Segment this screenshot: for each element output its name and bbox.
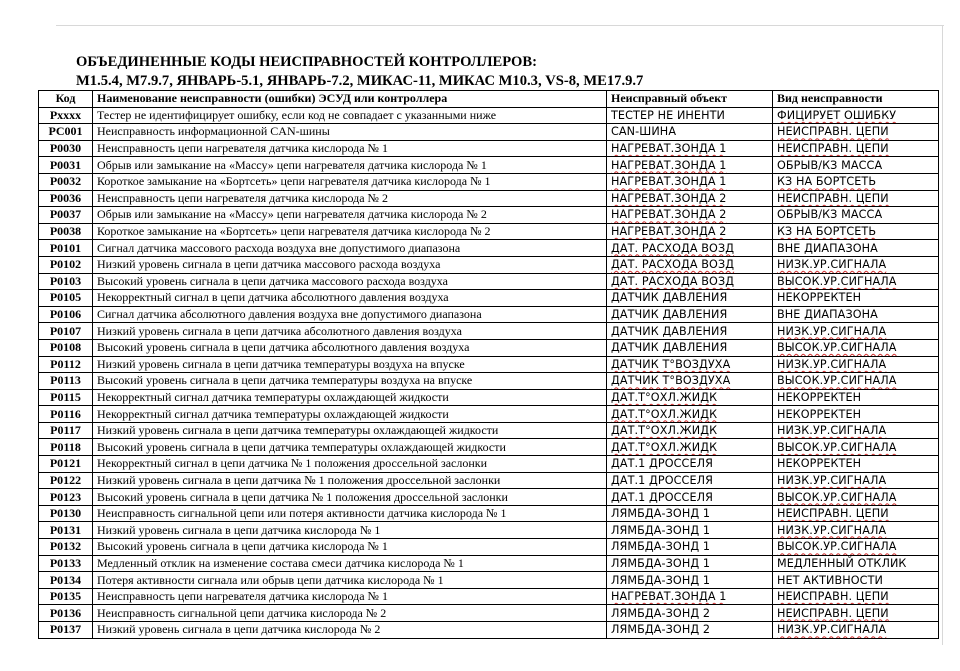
fault-kind-cell: НЕИСПРАВН. ЦЕПИ (773, 605, 939, 622)
code-cell: P0117 (39, 422, 93, 439)
code-cell: P0137 (39, 622, 93, 639)
fault-kind-cell: НЕИСПРАВН. ЦЕПИ (773, 588, 939, 605)
table-row (39, 456, 939, 473)
fault-name-cell: Низкий уровень сигнала в цепи датчика абсолютного давления воздуха (93, 323, 607, 340)
fault-name-cell: Неисправность сигнальной цепи датчика кислорода № 2 (93, 605, 607, 622)
fault-kind-cell: ВЫСОК.УР.СИГНАЛА (773, 539, 939, 556)
fault-kind-cell: НИЗК.УР.СИГНАЛА (773, 472, 939, 489)
table-body (39, 107, 939, 638)
faulty-object-cell: ДАТ.Т°ОХЛ.ЖИДК (607, 422, 773, 439)
code-cell: PC001 (39, 124, 93, 141)
table-row (39, 157, 939, 174)
code-cell: P0123 (39, 489, 93, 506)
fault-name-cell: Короткое замыкание на «Бортсеть» цепи нагревателя датчика кислорода № 1 (93, 173, 607, 190)
fault-name-cell: Высокий уровень сигнала в цепи датчика № 1 положения дроссельной заслонки (93, 489, 607, 506)
faulty-object-cell: ДАТ.1 ДРОССЕЛЯ (607, 456, 773, 473)
table-row (39, 605, 939, 622)
fault-kind-cell: НЕИСПРАВН. ЦЕПИ (773, 190, 939, 207)
code-cell: P0101 (39, 240, 93, 257)
fault-name-cell: Обрыв или замыкание на «Массу» цепи нагревателя датчика кислорода № 2 (93, 207, 607, 224)
code-cell: P0130 (39, 505, 93, 522)
table-row (39, 306, 939, 323)
fault-name-cell: Высокий уровень сигнала в цепи датчика температуры воздуха на впуске (93, 373, 607, 390)
table-row (39, 124, 939, 141)
table-row (39, 290, 939, 307)
fault-name-cell: Обрыв или замыкание на «Массу» цепи нагревателя датчика кислорода № 1 (93, 157, 607, 174)
code-cell: P0131 (39, 522, 93, 539)
sheet-edge-top (56, 25, 944, 26)
table-row (39, 555, 939, 572)
table-row (39, 207, 939, 224)
faulty-object-cell: ЛЯМБДА-ЗОНД 1 (607, 505, 773, 522)
title-line-2: М1.5.4, М7.9.7, ЯНВАРЬ-5.1, ЯНВАРЬ-7.2, МИКАС-11, МИКАС М10.3, VS-8, МЕ17.9.7 (76, 73, 644, 89)
code-cell: P0135 (39, 588, 93, 605)
code-cell: P0031 (39, 157, 93, 174)
faulty-object-cell: ДАТЧИК Т°ВОЗДУХА (607, 356, 773, 373)
faulty-object-cell: ДАТ. РАСХОДА ВОЗД (607, 273, 773, 290)
fault-name-cell: Неисправность сигнальной цепи или потеря активности датчика кислорода № 1 (93, 505, 607, 522)
table-row (39, 439, 939, 456)
table-row (39, 107, 939, 124)
fault-name-cell: Неисправность цепи нагревателя датчика кислорода № 2 (93, 190, 607, 207)
table-row (39, 572, 939, 589)
table-row (39, 472, 939, 489)
fault-kind-cell: МЕДЛЕННЫЙ ОТКЛИК (773, 555, 939, 572)
fault-name-cell: Низкий уровень сигнала в цепи датчика температуры охлаждающей жидкости (93, 422, 607, 439)
code-cell: P0134 (39, 572, 93, 589)
fault-kind-cell: ФИЦИРУЕТ ОШИБКУ (773, 107, 939, 124)
fault-kind-cell: НИЗК.УР.СИГНАЛА (773, 622, 939, 639)
faulty-object-cell: ДАТ. РАСХОДА ВОЗД (607, 240, 773, 257)
header-object: Неисправный объект (607, 91, 773, 108)
fault-kind-cell: НИЗК.УР.СИГНАЛА (773, 256, 939, 273)
code-cell: P0108 (39, 339, 93, 356)
code-cell: P0118 (39, 439, 93, 456)
fault-kind-cell: НЕИСПРАВН. ЦЕПИ (773, 505, 939, 522)
faulty-object-cell: ДАТ.1 ДРОССЕЛЯ (607, 472, 773, 489)
fault-name-cell: Некорректный сигнал в цепи датчика № 1 положения дроссельной заслонки (93, 456, 607, 473)
fault-name-cell: Низкий уровень сигнала в цепи датчика № 1 положения дроссельной заслонки (93, 472, 607, 489)
fault-kind-cell: НЕКОРРЕКТЕН (773, 456, 939, 473)
table-row (39, 422, 939, 439)
fault-name-cell: Высокий уровень сигнала в цепи датчика температуры охлаждающей жидкости (93, 439, 607, 456)
fault-name-cell: Неисправность цепи нагревателя датчика кислорода № 1 (93, 140, 607, 157)
faulty-object-cell: ЛЯМБДА-ЗОНД 2 (607, 605, 773, 622)
table-row (39, 373, 939, 390)
fault-kind-cell: НЕИСПРАВН. ЦЕПИ (773, 140, 939, 157)
title-line-1: ОБЪЕДИНЕННЫЕ КОДЫ НЕИСПРАВНОСТЕЙ КОНТРОЛЛЕРОВ: (76, 54, 537, 70)
fault-name-cell: Медленный отклик на изменение состава смеси датчика кислорода № 1 (93, 555, 607, 572)
code-cell: P0030 (39, 140, 93, 157)
fault-kind-cell: КЗ НА БОРТСЕТЬ (773, 223, 939, 240)
faulty-object-cell: ДАТ.Т°ОХЛ.ЖИДК (607, 389, 773, 406)
fault-kind-cell: ВЫСОК.УР.СИГНАЛА (773, 489, 939, 506)
code-cell: P0107 (39, 323, 93, 340)
faulty-object-cell: НАГРЕВАТ.ЗОНДА 1 (607, 173, 773, 190)
code-cell: P0136 (39, 605, 93, 622)
faulty-object-cell: НАГРЕВАТ.ЗОНДА 1 (607, 157, 773, 174)
faulty-object-cell: ДАТЧИК ДАВЛЕНИЯ (607, 323, 773, 340)
table-header-row (39, 91, 939, 108)
fault-name-cell: Некорректный сигнал датчика температуры охлаждающей жидкости (93, 406, 607, 423)
faulty-object-cell: ДАТЧИК ДАВЛЕНИЯ (607, 306, 773, 323)
fault-name-cell: Высокий уровень сигнала в цепи датчика массового расхода воздуха (93, 273, 607, 290)
table-row (39, 356, 939, 373)
code-cell: P0105 (39, 290, 93, 307)
table-row (39, 522, 939, 539)
fault-name-cell: Сигнал датчика массового расхода воздуха вне допустимого диапазона (93, 240, 607, 257)
faulty-object-cell: ДАТЧИК Т°ВОЗДУХА (607, 373, 773, 390)
fault-name-cell: Некорректный сигнал в цепи датчика абсолютного давления воздуха (93, 290, 607, 307)
code-cell: P0122 (39, 472, 93, 489)
fault-name-cell: Неисправность цепи нагревателя датчика кислорода № 1 (93, 588, 607, 605)
sheet-edge-right (942, 25, 943, 645)
table-row (39, 190, 939, 207)
faulty-object-cell: ЛЯМБДА-ЗОНД 1 (607, 539, 773, 556)
fault-kind-cell: НИЗК.УР.СИГНАЛА (773, 356, 939, 373)
faulty-object-cell: ДАТ.1 ДРОССЕЛЯ (607, 489, 773, 506)
table-row (39, 622, 939, 639)
code-cell: P0102 (39, 256, 93, 273)
faulty-object-cell: ТЕСТЕР НЕ ИНЕНТИ (607, 107, 773, 124)
faulty-object-cell: НАГРЕВАТ.ЗОНДА 2 (607, 207, 773, 224)
fault-kind-cell: НЕКОРРЕКТЕН (773, 406, 939, 423)
fault-name-cell: Низкий уровень сигнала в цепи датчика массового расхода воздуха (93, 256, 607, 273)
table-row (39, 173, 939, 190)
table-row (39, 539, 939, 556)
fault-kind-cell: НИЗК.УР.СИГНАЛА (773, 522, 939, 539)
table-row (39, 588, 939, 605)
fault-kind-cell: ВЫСОК.УР.СИГНАЛА (773, 439, 939, 456)
code-cell: P0115 (39, 389, 93, 406)
code-cell: P0112 (39, 356, 93, 373)
fault-name-cell: Высокий уровень сигнала в цепи датчика абсолютного давления воздуха (93, 339, 607, 356)
table-row (39, 256, 939, 273)
fault-name-cell: Сигнал датчика абсолютного давления воздуха вне допустимого диапазона (93, 306, 607, 323)
faulty-object-cell: ДАТ.Т°ОХЛ.ЖИДК (607, 406, 773, 423)
faulty-object-cell: ЛЯМБДА-ЗОНД 1 (607, 555, 773, 572)
fault-kind-cell: НЕТ АКТИВНОСТИ (773, 572, 939, 589)
fault-kind-cell: КЗ НА БОРТСЕТЬ (773, 173, 939, 190)
header-kind: Вид неисправности (773, 91, 939, 108)
code-cell: P0113 (39, 373, 93, 390)
fault-kind-cell: ВНЕ ДИАПАЗОНА (773, 240, 939, 257)
fault-kind-cell: НЕКОРРЕКТЕН (773, 290, 939, 307)
code-cell: P0121 (39, 456, 93, 473)
fault-name-cell: Низкий уровень сигнала в цепи датчика температуры воздуха на впуске (93, 356, 607, 373)
fault-name-cell: Высокий уровень сигнала в цепи датчика кислорода № 1 (93, 539, 607, 556)
fault-kind-cell: ОБРЫВ/КЗ МАССА (773, 157, 939, 174)
fault-kind-cell: ВНЕ ДИАПАЗОНА (773, 306, 939, 323)
code-cell: P0133 (39, 555, 93, 572)
fault-name-cell: Потеря активности сигнала или обрыв цепи датчика кислорода № 1 (93, 572, 607, 589)
fault-kind-cell: ОБРЫВ/КЗ МАССА (773, 207, 939, 224)
table-row (39, 389, 939, 406)
faulty-object-cell: ДАТЧИК ДАВЛЕНИЯ (607, 339, 773, 356)
fault-name-cell: Тестер не идентифицирует ошибку, если код не совпадает с указанными ниже (93, 107, 607, 124)
code-cell: P0116 (39, 406, 93, 423)
fault-codes-table (38, 90, 939, 639)
table-row (39, 140, 939, 157)
fault-kind-cell: НИЗК.УР.СИГНАЛА (773, 323, 939, 340)
fault-name-cell: Низкий уровень сигнала в цепи датчика кислорода № 1 (93, 522, 607, 539)
faulty-object-cell: ЛЯМБДА-ЗОНД 2 (607, 622, 773, 639)
fault-name-cell: Короткое замыкание на «Бортсеть» цепи нагревателя датчика кислорода № 2 (93, 223, 607, 240)
table-row (39, 223, 939, 240)
fault-kind-cell: НЕИСПРАВН. ЦЕПИ (773, 124, 939, 141)
fault-name-cell: Низкий уровень сигнала в цепи датчика кислорода № 2 (93, 622, 607, 639)
code-cell: Pxxxx (39, 107, 93, 124)
faulty-object-cell: НАГРЕВАТ.ЗОНДА 2 (607, 223, 773, 240)
table-row (39, 339, 939, 356)
document-title (76, 53, 936, 90)
fault-kind-cell: ВЫСОК.УР.СИГНАЛА (773, 339, 939, 356)
code-cell: P0132 (39, 539, 93, 556)
faulty-object-cell: НАГРЕВАТ.ЗОНДА 1 (607, 588, 773, 605)
faulty-object-cell: ЛЯМБДА-ЗОНД 1 (607, 522, 773, 539)
code-cell: P0037 (39, 207, 93, 224)
faulty-object-cell: НАГРЕВАТ.ЗОНДА 2 (607, 190, 773, 207)
fault-kind-cell: НЕКОРРЕКТЕН (773, 389, 939, 406)
table-row (39, 273, 939, 290)
faulty-object-cell: ДАТЧИК ДАВЛЕНИЯ (607, 290, 773, 307)
table-row (39, 240, 939, 257)
code-cell: P0106 (39, 306, 93, 323)
code-cell: P0036 (39, 190, 93, 207)
fault-name-cell: Некорректный сигнал датчика температуры охлаждающей жидкости (93, 389, 607, 406)
faulty-object-cell: НАГРЕВАТ.ЗОНДА 1 (607, 140, 773, 157)
faulty-object-cell: CAN-ШИНА (607, 124, 773, 141)
faulty-object-cell: ЛЯМБДА-ЗОНД 1 (607, 572, 773, 589)
fault-kind-cell: ВЫСОК.УР.СИГНАЛА (773, 373, 939, 390)
header-code: Код (39, 91, 93, 108)
fault-kind-cell: НИЗК.УР.СИГНАЛА (773, 422, 939, 439)
faulty-object-cell: ДАТ.Т°ОХЛ.ЖИДК (607, 439, 773, 456)
table-row (39, 489, 939, 506)
table-row (39, 505, 939, 522)
fault-name-cell: Неисправность информационной CAN-шины (93, 124, 607, 141)
table-row (39, 323, 939, 340)
code-cell: P0032 (39, 173, 93, 190)
table-row (39, 406, 939, 423)
code-cell: P0103 (39, 273, 93, 290)
header-name: Наименование неисправности (ошибки) ЭСУД или контроллера (93, 91, 607, 108)
fault-kind-cell: ВЫСОК.УР.СИГНАЛА (773, 273, 939, 290)
faulty-object-cell: ДАТ. РАСХОДА ВОЗД (607, 256, 773, 273)
code-cell: P0038 (39, 223, 93, 240)
